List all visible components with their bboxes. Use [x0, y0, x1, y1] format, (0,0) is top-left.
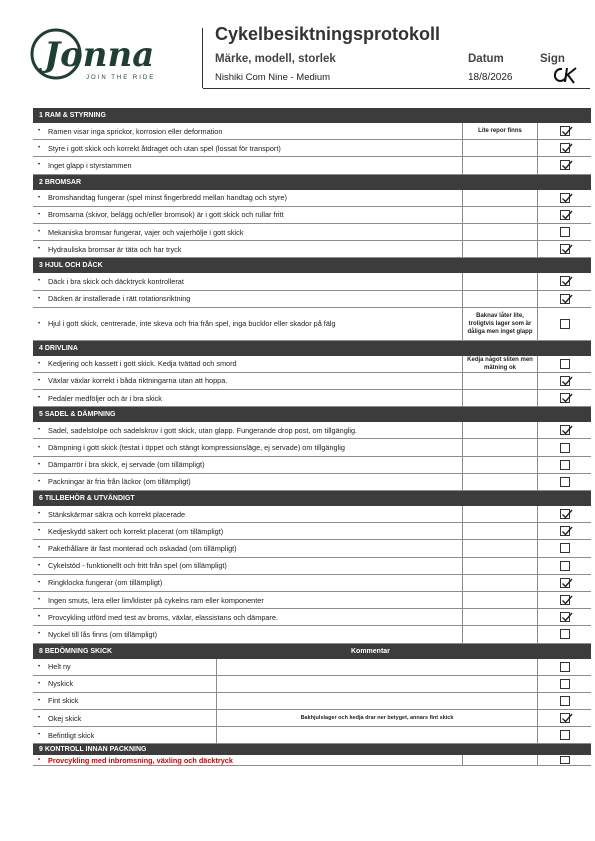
- checklist-item-text: • Bromshandtag fungerar (spel minst fingerbredd mellan handtag och styre): [33, 190, 462, 206]
- checkbox-cell: [538, 422, 591, 438]
- checklist-row: [33, 755, 591, 766]
- checklist-row: [33, 390, 591, 407]
- sign-label: Sign: [540, 53, 565, 65]
- checkbox-cell: [538, 755, 591, 765]
- grading-comment[interactable]: [217, 693, 538, 709]
- checkmark-icon: [561, 612, 573, 622]
- grading-row: [33, 710, 591, 727]
- checklist-item-text: • Dämparrör i bra skick, ej servade (om tillämpligt): [33, 457, 462, 473]
- checkbox[interactable]: [560, 393, 570, 403]
- section-header: 3 HJUL OCH DÄCK: [33, 258, 591, 273]
- checkbox[interactable]: [560, 276, 570, 286]
- grading-checkbox[interactable]: [560, 679, 570, 689]
- checklist-item-note[interactable]: [462, 422, 538, 438]
- checklist-item-text: • Dämpning i gott skick (testat i öppet och stängt kompressionsläge, ej servade) om tillgänglig: [33, 439, 462, 455]
- checkbox[interactable]: [560, 477, 570, 487]
- checklist-row: [33, 592, 591, 609]
- checkbox[interactable]: [560, 143, 570, 153]
- checklist-row: [33, 308, 591, 341]
- checkmark-icon: [561, 376, 573, 386]
- grading-label: • Okej skick: [33, 710, 217, 726]
- checklist-item-text: • Hydrauliska bromsar är täta och har tryck: [33, 241, 462, 257]
- grading-checkbox[interactable]: [560, 662, 570, 672]
- page-title: Cykelbesiktningsprotokoll: [215, 24, 441, 44]
- grading-row: [33, 693, 591, 710]
- checklist-item-text: • Styre i gott skick och korrekt åtdraget och utan spel (lossat för transport): [33, 140, 462, 156]
- checkbox[interactable]: [560, 612, 570, 622]
- checkmark-icon: [561, 244, 573, 254]
- checkbox-cell: [538, 157, 591, 173]
- checklist-item-text: • Pedaler medföljer och är i bra skick: [33, 390, 462, 406]
- checkbox[interactable]: [560, 359, 570, 369]
- section-header: 6 TILLBEHÖR & UTVÄNDIGT: [33, 491, 591, 506]
- checkbox-cell: [538, 523, 591, 539]
- checklist-row: [33, 291, 591, 308]
- checklist-item-text: • Pakethållare är fast monterad och oskadad (om tillämpligt): [33, 540, 462, 556]
- checkbox-cell: [538, 710, 591, 726]
- checkbox[interactable]: [560, 294, 570, 304]
- checkbox-cell: [538, 474, 591, 490]
- checkbox-cell: [538, 356, 591, 372]
- checklist-item-text: • Ingen smuts, lera eller lim/klister på cykelns ram eller komponenter: [33, 592, 462, 608]
- checkbox[interactable]: [560, 526, 570, 536]
- checklist-item-note[interactable]: [462, 390, 538, 406]
- checklist-item-note[interactable]: [462, 592, 538, 608]
- checkbox-cell: [538, 626, 591, 642]
- checklist-item-note[interactable]: [462, 457, 538, 473]
- section-header: 1 RAM & STYRNING: [33, 108, 591, 123]
- checkbox[interactable]: [560, 595, 570, 605]
- checklist-row: [33, 540, 591, 557]
- checklist-row: [33, 373, 591, 390]
- checklist-item-text: • Mekaniska bromsar fungerar, vajer och vajerhölje i gott skick: [33, 224, 462, 240]
- checklist-row: [33, 140, 591, 157]
- checklist-item-note[interactable]: [462, 540, 538, 556]
- checklist-item-note[interactable]: [462, 207, 538, 223]
- inspection-checklist: [33, 108, 591, 766]
- checklist-item-note[interactable]: [462, 575, 538, 591]
- checkbox-cell: [538, 506, 591, 522]
- checkmark-icon: [561, 578, 573, 588]
- checkbox-cell: [538, 207, 591, 223]
- date-value: 18/8/2026: [468, 72, 513, 83]
- checkbox-cell: [538, 540, 591, 556]
- checklist-item-text: • Ringklocka fungerar (om tillämpligt): [33, 575, 462, 591]
- grading-checkbox[interactable]: [560, 730, 570, 740]
- checklist-item-note[interactable]: [462, 140, 538, 156]
- checkbox[interactable]: [560, 210, 570, 220]
- signature: [550, 64, 580, 86]
- checkmark-icon: [561, 713, 573, 723]
- checkbox-cell: [538, 575, 591, 591]
- checklist-row: [33, 439, 591, 456]
- checkbox-cell: [538, 373, 591, 389]
- checklist-item-note[interactable]: Kedja något sliten men mätning ok: [462, 356, 538, 372]
- checklist-item-text: • Nyckel till lås finns (om tillämpligt): [33, 626, 462, 642]
- checklist-row: [33, 224, 591, 241]
- checkbox[interactable]: [560, 376, 570, 386]
- section-header: 2 BROMSAR: [33, 175, 591, 190]
- checkbox[interactable]: [560, 227, 570, 237]
- grading-row: [33, 676, 591, 693]
- checklist-item-text: • Bromsarna (skivor, belägg och/eller bromsok) är i gott skick och rullar fritt: [33, 207, 462, 223]
- checkbox-cell: [538, 457, 591, 473]
- checkbox[interactable]: [560, 460, 570, 470]
- grading-comment[interactable]: [217, 727, 538, 743]
- checklist-item-note[interactable]: Lite repor finns: [462, 123, 538, 139]
- checkbox[interactable]: [560, 509, 570, 519]
- checklist-row: [33, 523, 591, 540]
- checklist-row: [33, 506, 591, 523]
- checkmark-icon: [561, 193, 573, 203]
- logo-word: Jonna: [44, 35, 155, 75]
- checkmark-icon: [561, 126, 573, 136]
- checkbox-cell: [538, 727, 591, 743]
- checklist-item-note[interactable]: [462, 755, 538, 765]
- checkbox[interactable]: [560, 193, 570, 203]
- checkbox[interactable]: [560, 160, 570, 170]
- checkbox-cell: [538, 123, 591, 139]
- checklist-row: [33, 474, 591, 491]
- checkbox[interactable]: [560, 443, 570, 453]
- checkmark-icon: [561, 294, 573, 304]
- checkbox[interactable]: [560, 629, 570, 639]
- jonna-logo: [30, 26, 190, 86]
- checkbox[interactable]: [560, 126, 570, 136]
- checkbox-cell: [538, 190, 591, 206]
- checklist-item-note[interactable]: [462, 609, 538, 625]
- checklist-item-text: • Inget glapp i styrstammen: [33, 157, 462, 173]
- checkbox[interactable]: [560, 578, 570, 588]
- checklist-item-note[interactable]: [462, 373, 538, 389]
- checklist-row: [33, 273, 591, 290]
- checkmark-icon: [561, 425, 573, 435]
- grading-label: • Fint skick: [33, 693, 217, 709]
- grading-label: • Befintligt skick: [33, 727, 217, 743]
- checklist-item-text: • Ramen visar inga sprickor, korrosion eller deformation: [33, 123, 462, 139]
- checkmark-icon: [561, 509, 573, 519]
- checkbox-cell: [538, 592, 591, 608]
- checkbox-cell: [538, 241, 591, 257]
- checklist-item-text: • Sadel, sadelstolpe och sadelskruv i gott skick, utan glapp. Fungerande drop post, om tillgänglig.: [33, 422, 462, 438]
- brand-model-size-label: Märke, modell, storlek: [215, 53, 336, 65]
- checkbox-cell: [538, 390, 591, 406]
- checkmark-icon: [561, 143, 573, 153]
- checkmark-icon: [561, 210, 573, 220]
- checkbox[interactable]: [560, 561, 570, 571]
- checklist-item-note[interactable]: [462, 474, 538, 490]
- checklist-item-note[interactable]: [462, 558, 538, 574]
- checklist-row: [33, 123, 591, 140]
- checkbox[interactable]: [560, 756, 570, 764]
- section-header: 4 DRIVLINA: [33, 341, 591, 356]
- checklist-item-text: • Växlar växlar korrekt i båda riktningarna utan att hoppa.: [33, 373, 462, 389]
- checklist-item-note[interactable]: [462, 157, 538, 173]
- section-header: [33, 644, 591, 659]
- checkmark-icon: [561, 160, 573, 170]
- date-label: Datum: [468, 53, 504, 65]
- checkbox-cell: [538, 676, 591, 692]
- checklist-row: [33, 157, 591, 174]
- checklist-item-text: • Hjul i gott skick, centrerade, inte skeva och fria från spel, inga bucklor eller skador på fälg: [33, 308, 462, 340]
- checklist-item-text: • Däcken är installerade i rätt rotationsriktning: [33, 291, 462, 307]
- checklist-row: [33, 356, 591, 373]
- checklist-item-note[interactable]: [462, 439, 538, 455]
- checkbox-cell: [538, 659, 591, 675]
- checklist-row: [33, 457, 591, 474]
- grading-label: • Helt ny: [33, 659, 217, 675]
- grading-row: [33, 659, 591, 676]
- checkmark-icon: [561, 276, 573, 286]
- checkbox-cell: [538, 308, 591, 340]
- checklist-item-note[interactable]: [462, 241, 538, 257]
- checklist-row: [33, 609, 591, 626]
- checklist-item-text: • Cykelstöd - funktionellt och fritt från spel (om tillämpligt): [33, 558, 462, 574]
- checklist-item-text: • Kedjeskydd säkert och korrekt placerat (om tillämpligt): [33, 523, 462, 539]
- comment-header: Kommentar: [351, 647, 390, 655]
- grading-comment[interactable]: Bakhjulslager och kedja drar ner betyget, annars fint skick: [217, 710, 538, 726]
- checklist-row: [33, 190, 591, 207]
- checklist-row: [33, 626, 591, 643]
- checkbox[interactable]: [560, 244, 570, 254]
- header-divider: [202, 28, 203, 88]
- logo-tagline: JOIN THE RIDE: [86, 75, 156, 81]
- checkmark-icon: [561, 393, 573, 403]
- grading-checkbox[interactable]: [560, 713, 570, 723]
- checklist-row: [33, 575, 591, 592]
- checklist-item-note[interactable]: [462, 291, 538, 307]
- checklist-item-note[interactable]: [462, 273, 538, 289]
- checklist-item-note[interactable]: [462, 506, 538, 522]
- grading-comment[interactable]: [217, 659, 538, 675]
- section-header: 5 SADEL & DÄMPNING: [33, 407, 591, 422]
- grading-label: • Nyskick: [33, 676, 217, 692]
- checkbox[interactable]: [560, 319, 570, 329]
- checkbox-cell: [538, 693, 591, 709]
- checkbox-cell: [538, 273, 591, 289]
- checklist-item-text: • Packningar är fria från läckor (om tillämpligt): [33, 474, 462, 490]
- checklist-row: [33, 558, 591, 575]
- checklist-item-note[interactable]: [462, 523, 538, 539]
- header-underline: [203, 88, 590, 89]
- checklist-item-note[interactable]: [462, 224, 538, 240]
- checkbox-cell: [538, 140, 591, 156]
- grading-checkbox[interactable]: [560, 696, 570, 706]
- checklist-row: [33, 241, 591, 258]
- final-check-text: • Provcykling med inbromsning, växling och däcktryck: [33, 755, 462, 765]
- checklist-item-text: • Kedjering och kassett i gott skick. Kedja tvättad och smord: [33, 356, 462, 372]
- checklist-item-note[interactable]: [462, 626, 538, 642]
- grading-row: [33, 727, 591, 744]
- checklist-row: [33, 207, 591, 224]
- checklist-item-note[interactable]: Baknav låter lite, troligtvis lager som är dåliga men inget glapp: [462, 308, 538, 340]
- checklist-item-text: • Stänkskärmar säkra och korrekt placerade: [33, 506, 462, 522]
- section-header: 9 KONTROLL INNAN PACKNING: [33, 744, 591, 755]
- checkbox[interactable]: [560, 425, 570, 435]
- checkbox-cell: [538, 291, 591, 307]
- checkbox-cell: [538, 609, 591, 625]
- checkbox[interactable]: [560, 543, 570, 553]
- grading-title: 8 BEDÖMNING SKICK: [39, 647, 113, 655]
- checkbox-cell: [538, 558, 591, 574]
- grading-comment[interactable]: [217, 676, 538, 692]
- checklist-item-text: • Däck i bra skick och däcktryck kontrollerat: [33, 273, 462, 289]
- checkbox-cell: [538, 224, 591, 240]
- checkbox-cell: [538, 439, 591, 455]
- checklist-item-text: • Provcykling utförd med test av broms, växlar, elassistans och dämpare.: [33, 609, 462, 625]
- checkmark-icon: [561, 526, 573, 536]
- checklist-row: [33, 422, 591, 439]
- checklist-item-note[interactable]: [462, 190, 538, 206]
- checkmark-icon: [561, 595, 573, 605]
- model-value: Nishiki Com Nine - Medium: [215, 72, 331, 83]
